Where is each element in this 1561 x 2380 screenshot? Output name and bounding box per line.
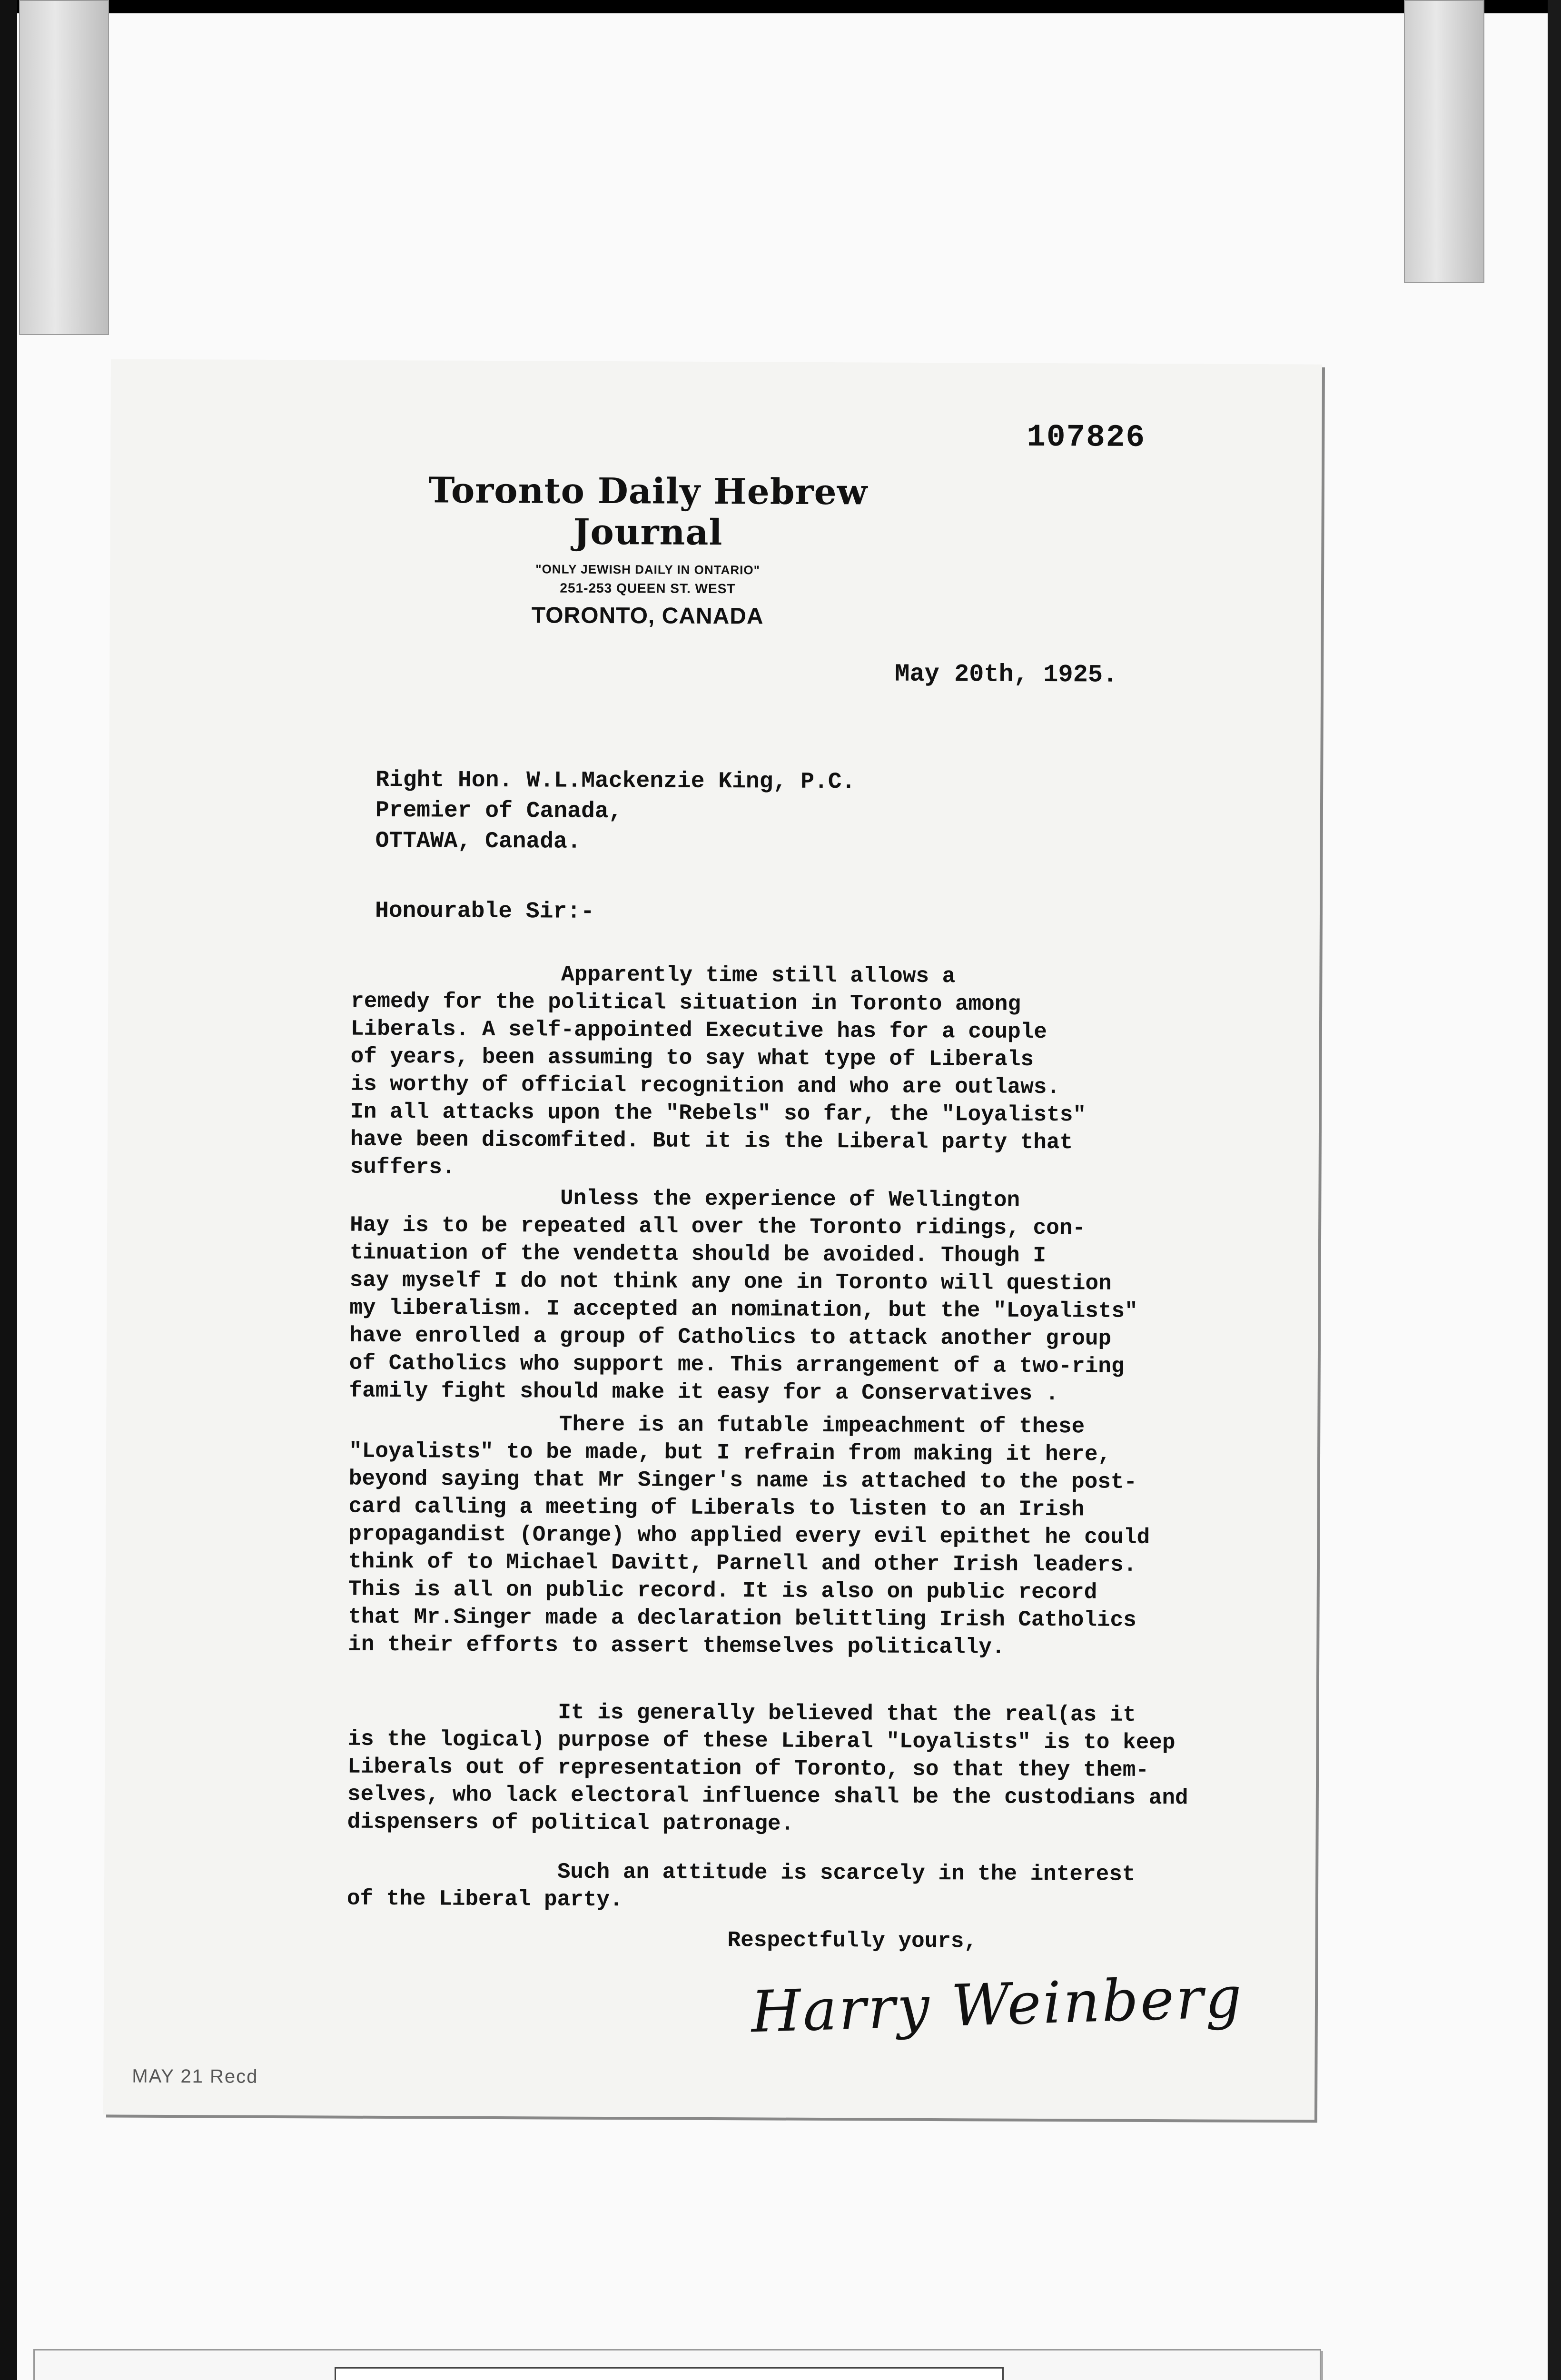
- body-paragraph: [347, 1857, 1289, 1917]
- paragraph-line: suffers.: [350, 1154, 455, 1180]
- paragraph-line: in their efforts to assert themselves politically.: [348, 1632, 1005, 1660]
- tape-strip: [19, 0, 109, 335]
- paragraph-line: beyond saying that Mr Singer's name is attached to the post-: [348, 1466, 1137, 1495]
- paragraph-line: "Loyalists" to be made, but I refrain from making it here,: [348, 1438, 1111, 1467]
- paragraph-line: is worthy of official recognition and who are outlaws.: [350, 1071, 1060, 1100]
- addressee-line: Premier of Canada,: [375, 797, 622, 825]
- volume-label: [335, 2367, 1004, 2380]
- paragraph-line: It is generally believed that the real(as it: [347, 1699, 1136, 1727]
- paragraph-line: of Catholics who support me. This arrangement of a two-ring: [349, 1350, 1125, 1379]
- paragraph-line: remedy for the political situation in Toronto among: [351, 989, 1021, 1017]
- paragraph-line: Apparently time still allows a: [351, 961, 956, 989]
- paragraph-line: of years, been assuming to say what type of Liberals: [350, 1044, 1034, 1072]
- film-edge-right: [1548, 0, 1561, 2380]
- body-paragraph: [348, 1410, 1291, 1663]
- paragraph-line: In all attacks upon the "Rebels" so far, the "Loyalists": [350, 1099, 1087, 1128]
- salutation: Honourable Sir:-: [375, 898, 594, 925]
- paragraph-line: tinuation of the vendetta should be avoided. Though I: [349, 1240, 1047, 1269]
- body-paragraph: [350, 960, 1294, 1185]
- letterhead-address: 251-253 QUEEN ST. WEST: [560, 580, 736, 596]
- paragraph-line: have enrolled a group of Catholics to attack another group: [349, 1323, 1112, 1351]
- addressee-line: OTTAWA, Canada.: [375, 828, 581, 855]
- paragraph-line: dispensers of political patronage.: [347, 1809, 794, 1836]
- archive-card: [33, 2349, 1321, 2380]
- paragraph-line: have been discomfited. But it is the Liberal party that: [350, 1127, 1073, 1155]
- paragraph-line: family fight should make it easy for a Conservatives .: [349, 1378, 1059, 1407]
- letterhead-city: TORONTO, CANADA: [531, 603, 764, 629]
- paragraph-line: of the Liberal party.: [346, 1886, 623, 1913]
- paragraph-line: that Mr.Singer made a declaration belittling Irish Catholics: [348, 1604, 1136, 1633]
- body-paragraph: [347, 1698, 1290, 1840]
- paragraph-line: is the logical) purpose of these Liberal "Loyalists" is to keep: [347, 1726, 1176, 1755]
- letter-page: [103, 359, 1322, 2120]
- body-paragraph: [349, 1184, 1292, 1409]
- letterhead: [410, 470, 886, 630]
- document-number: 107826: [1027, 419, 1146, 456]
- letter-date: May 20th, 1925.: [895, 660, 1118, 689]
- letterhead-title: Toronto Daily Hebrew Journal: [428, 470, 868, 554]
- paragraph-line: say myself I do not think any one in Toronto will question: [349, 1268, 1112, 1296]
- addressee-line: Right Hon. W.L.Mackenzie King, P.C.: [375, 767, 856, 795]
- paragraph-line: my liberalism. I accepted an nomination, but the "Loyalists": [349, 1295, 1138, 1324]
- film-edge-left: [0, 0, 17, 2380]
- paragraph-line: Unless the experience of Wellington: [350, 1185, 1020, 1213]
- received-stamp: MAY 21 Recd: [132, 2065, 258, 2087]
- signature: Harry Weinberg: [750, 1964, 1245, 2046]
- paragraph-line: This is all on public record. It is also on public record: [348, 1577, 1097, 1605]
- paragraph-line: propagandist (Orange) who applied every evil epithet he could: [348, 1521, 1150, 1550]
- paragraph-line: selves, who lack electoral influence shall be the custodians and: [347, 1782, 1188, 1811]
- paragraph-line: Liberals. A self-appointed Executive has for a couple: [350, 1016, 1047, 1045]
- paragraph-line: card calling a meeting of Liberals to listen to an Irish: [348, 1494, 1085, 1522]
- paragraph-line: Liberals out of representation of Toronto, so that they them-: [347, 1754, 1149, 1783]
- letterhead-tagline: "ONLY JEWISH DAILY IN ONTARIO": [535, 562, 761, 577]
- paragraph-line: Such an attitude is scarcely in the interest: [347, 1858, 1136, 1887]
- tape-strip: [1404, 0, 1484, 283]
- addressee-block: [375, 765, 856, 858]
- paragraph-line: There is an futable impeachment of these: [349, 1411, 1085, 1439]
- closing: Respectfully yours,: [727, 1928, 978, 1954]
- paragraph-line: think of to Michael Davitt, Parnell and other Irish leaders.: [348, 1549, 1137, 1577]
- paragraph-line: Hay is to be repeated all over the Toronto ridings, con-: [350, 1212, 1086, 1241]
